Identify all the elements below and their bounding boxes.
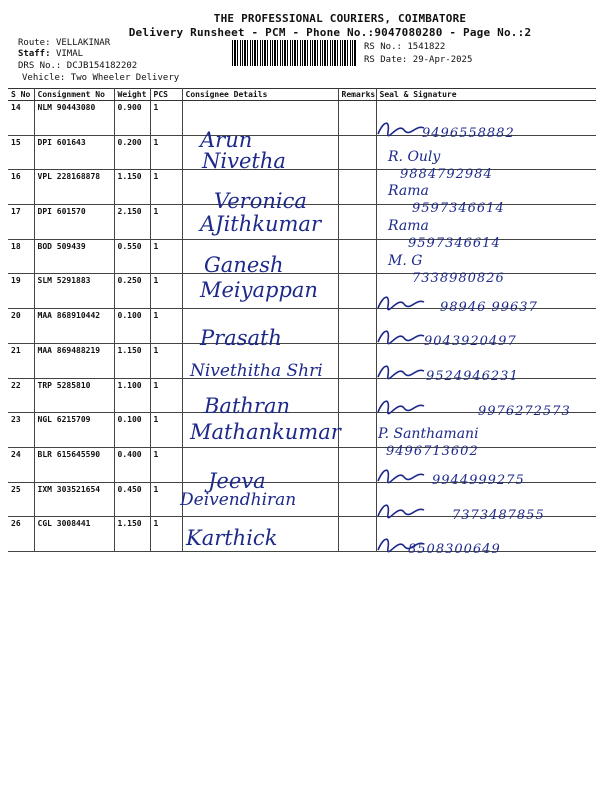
- route-label: Route:: [18, 38, 51, 48]
- handwritten-phone-number: 7338980826: [412, 270, 505, 286]
- handwritten-consignee-name: Arun: [200, 128, 253, 152]
- cell-consignment: IXM 303521654: [34, 482, 114, 517]
- table-row: [8, 239, 596, 274]
- rs-no-label: RS No.:: [364, 42, 402, 52]
- cell-weight: 0.100: [114, 413, 150, 448]
- cell-sno: 19: [8, 274, 34, 309]
- cell-pcs: 1: [150, 482, 182, 517]
- signature-scribble: [376, 361, 426, 383]
- handwritten-signature: P. Santhamani: [378, 426, 479, 443]
- cell-sno: 20: [8, 309, 34, 344]
- cell-pcs: 1: [150, 170, 182, 205]
- handwritten-consignee-name: Ganesh: [204, 252, 284, 277]
- cell-sno: 16: [8, 170, 34, 205]
- staff-line: [18, 49, 83, 59]
- cell-remarks: [338, 205, 376, 240]
- barcode: [232, 40, 356, 66]
- cell-pcs: 1: [150, 378, 182, 413]
- drs-line: [18, 61, 137, 71]
- vehicle-line: [22, 73, 179, 83]
- rs-date-label: RS Date:: [364, 55, 408, 65]
- cell-weight: 0.400: [114, 447, 150, 482]
- cell-pcs: 1: [150, 413, 182, 448]
- col-pcs: PCS: [150, 89, 182, 101]
- handwritten-consignee-name: Prasath: [200, 326, 282, 351]
- drs-label: DRS No.:: [18, 61, 62, 71]
- cell-consignment: NGL 6215709: [34, 413, 114, 448]
- handwritten-consignee-name: Deivendhiran: [180, 489, 297, 510]
- cell-sno: 22: [8, 378, 34, 413]
- col-consignment: Consignment No: [34, 89, 114, 101]
- cell-sno: 15: [8, 135, 34, 170]
- cell-sno: 23: [8, 413, 34, 448]
- handwritten-consignee-name: Mathankumar: [190, 420, 341, 445]
- cell-remarks: [338, 413, 376, 448]
- cell-consignment: NLM 90443080: [34, 101, 114, 136]
- handwritten-phone-number: 9597346614: [412, 201, 505, 217]
- vehicle-value: Two Wheeler Delivery: [70, 73, 180, 83]
- cell-weight: 1.150: [114, 170, 150, 205]
- handwritten-phone-number: 9524946231: [426, 368, 519, 384]
- cell-pcs: 1: [150, 517, 182, 552]
- cell-remarks: [338, 101, 376, 136]
- signature-scribble: [376, 326, 426, 348]
- cell-weight: 1.150: [114, 517, 150, 552]
- cell-remarks: [338, 239, 376, 274]
- handwritten-consignee-name: Karthick: [186, 526, 278, 551]
- cell-consignment: TRP 5285810: [34, 378, 114, 413]
- cell-consignment: DPI 601643: [34, 135, 114, 170]
- cell-pcs: 1: [150, 343, 182, 378]
- cell-sno: 14: [8, 101, 34, 136]
- cell-weight: 0.100: [114, 309, 150, 344]
- handwritten-phone-number: 9976272573: [478, 403, 571, 419]
- cell-pcs: 1: [150, 274, 182, 309]
- cell-sno: 21: [8, 343, 34, 378]
- cell-consignment: MAA 868910442: [34, 309, 114, 344]
- cell-weight: 1.100: [114, 378, 150, 413]
- cell-sno: 17: [8, 205, 34, 240]
- handwritten-phone-number: 9884792984: [400, 166, 493, 182]
- cell-remarks: [338, 517, 376, 552]
- handwritten-phone-number: 9496713602: [386, 444, 479, 460]
- cell-sno: 26: [8, 517, 34, 552]
- table-header-row: [8, 89, 596, 101]
- cell-consignment: MAA 869488219: [34, 343, 114, 378]
- handwritten-consignee-name: AJithkumar: [200, 212, 321, 237]
- col-sno: S No: [8, 89, 34, 101]
- signature-scribble: [376, 292, 426, 314]
- rs-no-value: 1541822: [407, 42, 446, 52]
- handwritten-signature: R. Ouly: [388, 148, 441, 165]
- staff-label: Staff:: [18, 49, 51, 59]
- col-consignee: Consignee Details: [182, 89, 338, 101]
- drs-value: DCJB154182202: [66, 61, 138, 71]
- cell-consignment: SLM 5291883: [34, 274, 114, 309]
- signature-scribble: [376, 500, 426, 522]
- cell-weight: 0.250: [114, 274, 150, 309]
- cell-pcs: 1: [150, 205, 182, 240]
- handwritten-phone-number: 9944999275: [432, 473, 525, 488]
- company-title: THE PROFESSIONAL COURIERS, COIMBATORE: [213, 12, 467, 25]
- handwritten-phone-number: 7373487855: [452, 507, 545, 523]
- staff-value: VIMAL: [55, 49, 84, 59]
- cell-remarks: [338, 378, 376, 413]
- handwritten-consignee-name: Bathran: [204, 393, 290, 418]
- handwritten-consignee-name: Veronica: [214, 189, 307, 214]
- cell-remarks: [338, 135, 376, 170]
- col-weight: Weight: [114, 89, 150, 101]
- cell-pcs: 1: [150, 309, 182, 344]
- cell-weight: 0.450: [114, 482, 150, 517]
- route-line: [18, 38, 110, 48]
- signature-scribble: [376, 465, 426, 487]
- handwritten-signature: Rama: [388, 183, 429, 200]
- handwritten-phone-number: 9597346614: [408, 236, 501, 252]
- handwritten-phone-number: 9043920497: [424, 334, 517, 350]
- cell-consignment: BLR 615645590: [34, 447, 114, 482]
- handwritten-signature: Rama: [388, 218, 429, 235]
- handwritten-phone-number: 8508300649: [408, 542, 501, 558]
- col-signature: Seal & Signature: [376, 89, 596, 101]
- cell-consignment: DPI 601570: [34, 205, 114, 240]
- cell-remarks: [338, 482, 376, 517]
- cell-sno: 24: [8, 447, 34, 482]
- handwritten-consignee-name: Jeeva: [208, 469, 266, 493]
- handwritten-signature: M. G: [388, 252, 423, 269]
- signature-scribble: [376, 118, 426, 140]
- cell-sno: 18: [8, 239, 34, 274]
- runsheet-subtitle: Delivery Runsheet - PCM - Phone No.:9047080280 - Page No.:2: [128, 26, 532, 39]
- cell-weight: 0.900: [114, 101, 150, 136]
- handwritten-phone-number: 98946 99637: [440, 299, 538, 315]
- cell-remarks: [338, 274, 376, 309]
- cell-consignment: CGL 3008441: [34, 517, 114, 552]
- cell-pcs: 1: [150, 447, 182, 482]
- cell-pcs: 1: [150, 135, 182, 170]
- cell-remarks: [338, 343, 376, 378]
- handwritten-phone-number: 9496558882: [422, 126, 515, 141]
- rs-date-value: 29-Apr-2025: [412, 55, 473, 65]
- cell-remarks: [338, 309, 376, 344]
- cell-pcs: 1: [150, 101, 182, 136]
- cell-weight: 2.150: [114, 205, 150, 240]
- cell-remarks: [338, 170, 376, 205]
- vehicle-label: Vehicle:: [22, 73, 66, 83]
- cell-pcs: 1: [150, 239, 182, 274]
- signature-scribble: [376, 396, 426, 418]
- handwritten-consignee-name: Nivethitha Shri: [190, 360, 323, 381]
- rs-no-line: [364, 42, 445, 52]
- handwritten-consignee-name: Nivetha: [202, 148, 286, 173]
- route-value: VELLAKINAR: [55, 38, 111, 48]
- cell-weight: 0.550: [114, 239, 150, 274]
- handwritten-consignee-name: Meiyappan: [200, 277, 318, 302]
- cell-consignment: VPL 228168878: [34, 170, 114, 205]
- cell-consignment: BOD 509439: [34, 239, 114, 274]
- cell-weight: 0.200: [114, 135, 150, 170]
- rs-date-line: [364, 55, 472, 65]
- cell-remarks: [338, 447, 376, 482]
- cell-weight: 1.150: [114, 343, 150, 378]
- col-remarks: Remarks: [338, 89, 376, 101]
- cell-sno: 25: [8, 482, 34, 517]
